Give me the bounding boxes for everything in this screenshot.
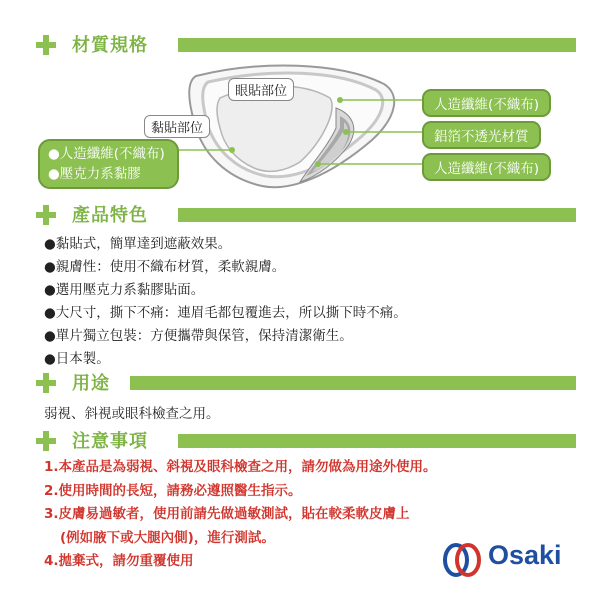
section-bar (178, 38, 576, 52)
notice-item: 3.皮膚易過敏者，使用前請先做過敏測試，貼在較柔軟皮膚上 (44, 506, 410, 522)
label-aluminum: 鋁箔不透光材質 (422, 121, 541, 149)
section-material-header (0, 28, 600, 62)
osaki-rings-icon (440, 542, 486, 578)
feature-item: ●黏貼式，簡單達到遮蔽效果。 (44, 236, 232, 252)
section-bar (178, 434, 576, 448)
notice-item: (例如腋下或大腿內側)，進行測試。 (60, 529, 275, 546)
brand-name: Osaki (488, 540, 562, 570)
notice-item: 1.本產品是為弱視、斜視及眼科檢查之用，請勿做為用途外使用。 (44, 459, 437, 475)
section-bar (130, 376, 576, 390)
feature-item: ●大尺寸，撕下不痛：連眉毛都包覆進去，所以撕下時不痛。 (44, 305, 407, 321)
label-eye-area: 眼貼部位 (228, 78, 294, 101)
section-notice-header (0, 424, 600, 458)
section-title: 注意事項 (72, 431, 148, 452)
label-fiber-top: 人造纖維(不織布) (422, 89, 551, 117)
feature-item: ●選用壓克力系黏膠貼面。 (44, 282, 205, 298)
left-line-fiber: ●人造纖維(不織布) (48, 146, 165, 162)
section-features-header (0, 198, 600, 232)
section-title: 產品特色 (72, 205, 148, 226)
feature-item: ●單片獨立包裝：方便攜帶與保管，保持清潔衛生。 (44, 328, 353, 344)
section-bar (178, 208, 576, 222)
feature-item: ●親膚性：使用不織布材質，柔軟親膚。 (44, 259, 286, 275)
osaki-logo (440, 540, 590, 580)
material-diagram (0, 58, 600, 198)
section-title: 材質規格 (72, 35, 148, 56)
features-list (44, 233, 407, 371)
left-line-glue: ●壓克力系黏膠 (48, 166, 141, 182)
plus-icon (36, 373, 56, 393)
feature-item: ●日本製。 (44, 351, 110, 367)
label-fiber-bottom: 人造纖維(不織布) (422, 153, 551, 181)
notice-list (44, 456, 437, 574)
label-adhesive-side (38, 139, 179, 189)
section-title: 用途 (72, 373, 110, 394)
notice-item: 4.拋棄式，請勿重覆使用 (44, 553, 194, 569)
usage-text: 弱視、斜視或眼科檢查之用。 (44, 406, 220, 422)
plus-icon (36, 205, 56, 225)
section-usage-header (0, 366, 600, 400)
plus-icon (36, 35, 56, 55)
label-stick-area: 黏貼部位 (144, 115, 210, 138)
plus-icon (36, 431, 56, 451)
notice-item: 2.使用時間的長短，請務必遵照醫生指示。 (44, 482, 302, 499)
